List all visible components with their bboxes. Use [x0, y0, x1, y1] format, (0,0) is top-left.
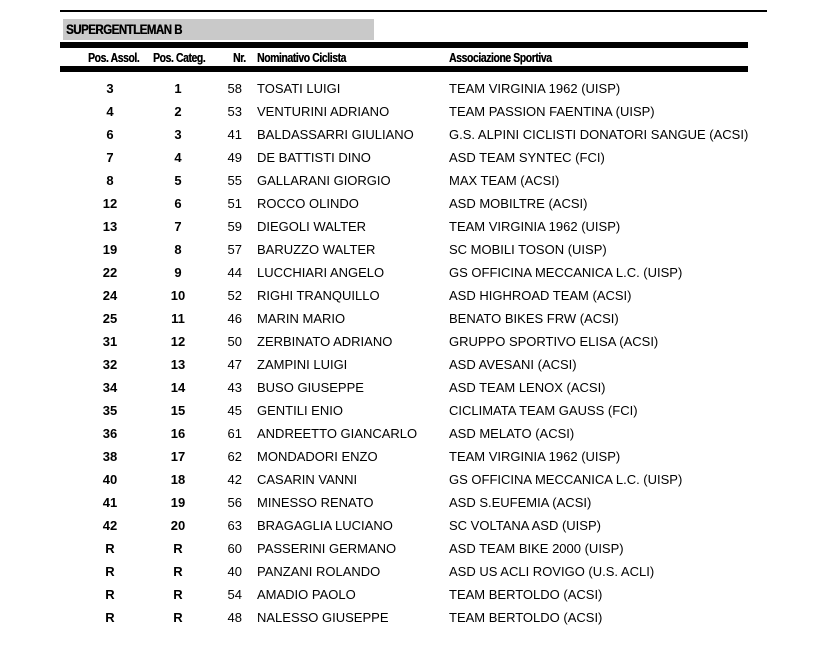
- club-cell: BENATO BIKES FRW (ACSI): [449, 311, 619, 326]
- results-table-header: [60, 50, 760, 66]
- pos-assoluta-cell: 3: [106, 81, 114, 96]
- number-cell: 56: [227, 495, 242, 510]
- club-cell: TEAM VIRGINIA 1962 (UISP): [449, 219, 621, 234]
- table-row: [0, 77, 826, 100]
- number-cell: 53: [227, 104, 242, 119]
- number-cell: 43: [227, 380, 242, 395]
- rider-name-cell: BARUZZO WALTER: [257, 242, 376, 257]
- results-table-body: [0, 77, 826, 629]
- pos-assoluta-cell: 34: [102, 380, 118, 395]
- rider-name-cell: ZERBINATO ADRIANO: [257, 334, 393, 349]
- rider-name-cell: MINESSO RENATO: [257, 495, 374, 510]
- pos-assoluta-cell: 38: [102, 449, 118, 464]
- pos-categoria-cell: 15: [170, 403, 186, 418]
- pos-categoria-cell: R: [173, 587, 183, 602]
- club-cell: ASD HIGHROAD TEAM (ACSI): [449, 288, 632, 303]
- pos-assoluta-cell: 19: [102, 242, 118, 257]
- number-cell: 60: [227, 541, 242, 556]
- pos-assoluta-cell: 36: [102, 426, 118, 441]
- pos-categoria-cell: 9: [174, 265, 182, 280]
- pos-categoria-cell: 3: [174, 127, 182, 142]
- category-title: SUPERGENTLEMAN B: [66, 21, 182, 37]
- pos-assoluta-cell: 25: [102, 311, 118, 326]
- club-cell: TEAM PASSION FAENTINA (UISP): [449, 104, 655, 119]
- rider-name-cell: MONDADORI ENZO: [257, 449, 378, 464]
- pos-assoluta-cell: 24: [102, 288, 118, 303]
- table-row: [0, 261, 826, 284]
- header-top-rule: [60, 42, 748, 48]
- header-rider-name: Nominativo Ciclista: [257, 50, 346, 65]
- pos-categoria-cell: 13: [170, 357, 186, 372]
- pos-assoluta-cell: R: [105, 610, 115, 625]
- pos-categoria-cell: 1: [174, 81, 182, 96]
- table-row: [0, 399, 826, 422]
- rider-name-cell: NALESSO GIUSEPPE: [257, 610, 389, 625]
- header-number: Nr.: [233, 50, 246, 65]
- pos-categoria-cell: 18: [170, 472, 186, 487]
- rider-name-cell: CASARIN VANNI: [257, 472, 358, 487]
- club-cell: GS OFFICINA MECCANICA L.C. (UISP): [449, 265, 683, 280]
- pos-categoria-cell: 10: [170, 288, 186, 303]
- pos-assoluta-cell: R: [105, 564, 115, 579]
- table-row: [0, 353, 826, 376]
- rider-name-cell: RIGHI TRANQUILLO: [257, 288, 380, 303]
- club-cell: TEAM BERTOLDO (ACSI): [449, 610, 603, 625]
- pos-categoria-cell: 14: [170, 380, 186, 395]
- club-cell: SC MOBILI TOSON (UISP): [449, 242, 607, 257]
- number-cell: 46: [227, 311, 242, 326]
- table-row: [0, 192, 826, 215]
- table-row: [0, 330, 826, 353]
- header-pos-categoria: Pos. Categ.: [153, 50, 206, 65]
- table-row: [0, 583, 826, 606]
- number-cell: 54: [227, 587, 242, 602]
- table-row: [0, 215, 826, 238]
- number-cell: 62: [227, 449, 242, 464]
- rider-name-cell: MARIN MARIO: [257, 311, 346, 326]
- number-cell: 63: [227, 518, 242, 533]
- pos-categoria-cell: 11: [171, 311, 185, 326]
- pos-assoluta-cell: 32: [102, 357, 118, 372]
- pos-assoluta-cell: 13: [102, 219, 118, 234]
- rider-name-cell: GALLARANI GIORGIO: [257, 173, 391, 188]
- number-cell: 48: [227, 610, 242, 625]
- pos-categoria-cell: 20: [170, 518, 186, 533]
- pos-assoluta-cell: 12: [102, 196, 118, 211]
- table-row: [0, 169, 826, 192]
- pos-assoluta-cell: R: [105, 587, 115, 602]
- rider-name-cell: ZAMPINI LUIGI: [257, 357, 348, 372]
- club-cell: ASD TEAM BIKE 2000 (UISP): [449, 541, 624, 556]
- number-cell: 42: [227, 472, 242, 487]
- pos-assoluta-cell: 7: [106, 150, 114, 165]
- club-cell: CICLIMATA TEAM GAUSS (FCI): [449, 403, 638, 418]
- number-cell: 47: [227, 357, 242, 372]
- pos-categoria-cell: 12: [170, 334, 186, 349]
- rider-name-cell: VENTURINI ADRIANO: [257, 104, 390, 119]
- table-row: [0, 146, 826, 169]
- club-cell: TEAM VIRGINIA 1962 (UISP): [449, 81, 621, 96]
- pos-categoria-cell: 7: [174, 219, 182, 234]
- table-row: [0, 238, 826, 261]
- pos-categoria-cell: 5: [174, 173, 182, 188]
- club-cell: ASD US ACLI ROVIGO (U.S. ACLI): [449, 564, 655, 579]
- club-cell: TEAM VIRGINIA 1962 (UISP): [449, 449, 621, 464]
- pos-categoria-cell: 16: [170, 426, 186, 441]
- number-cell: 45: [227, 403, 242, 418]
- club-cell: MAX TEAM (ACSI): [449, 173, 560, 188]
- number-cell: 49: [227, 150, 242, 165]
- pos-categoria-cell: R: [173, 564, 183, 579]
- pos-assoluta-cell: 22: [102, 265, 118, 280]
- number-cell: 61: [227, 426, 242, 441]
- pos-categoria-cell: R: [173, 541, 183, 556]
- number-cell: 55: [227, 173, 242, 188]
- rider-name-cell: PANZANI ROLANDO: [257, 564, 381, 579]
- club-cell: GRUPPO SPORTIVO ELISA (ACSI): [449, 334, 659, 349]
- rider-name-cell: TOSATI LUIGI: [257, 81, 341, 96]
- pos-categoria-cell: 4: [174, 150, 182, 165]
- club-cell: GS OFFICINA MECCANICA L.C. (UISP): [449, 472, 683, 487]
- rider-name-cell: AMADIO PAOLO: [257, 587, 356, 602]
- header-pos-assoluta: Pos. Assol.: [88, 50, 140, 65]
- rider-name-cell: ROCCO OLINDO: [257, 196, 359, 211]
- table-row: [0, 123, 826, 146]
- number-cell: 52: [227, 288, 242, 303]
- pos-categoria-cell: 6: [174, 196, 182, 211]
- number-cell: 50: [227, 334, 242, 349]
- pos-categoria-cell: 2: [174, 104, 182, 119]
- pos-categoria-cell: R: [173, 610, 183, 625]
- table-row: [0, 284, 826, 307]
- table-row: [0, 537, 826, 560]
- pos-categoria-cell: 8: [174, 242, 182, 257]
- club-cell: G.S. ALPINI CICLISTI DONATORI SANGUE (ACSI): [449, 127, 749, 142]
- number-cell: 59: [227, 219, 242, 234]
- table-row: [0, 100, 826, 123]
- rider-name-cell: PASSERINI GERMANO: [257, 541, 397, 556]
- top-divider: [60, 10, 767, 12]
- table-row: [0, 514, 826, 537]
- club-cell: ASD AVESANI (ACSI): [449, 357, 577, 372]
- pos-assoluta-cell: 41: [102, 495, 118, 510]
- rider-name-cell: BUSO GIUSEPPE: [257, 380, 364, 395]
- club-cell: ASD S.EUFEMIA (ACSI): [449, 495, 592, 510]
- club-cell: ASD MELATO (ACSI): [449, 426, 575, 441]
- pos-assoluta-cell: R: [105, 541, 115, 556]
- table-row: [0, 422, 826, 445]
- rider-name-cell: GENTILI ENIO: [257, 403, 343, 418]
- club-cell: ASD TEAM LENOX (ACSI): [449, 380, 606, 395]
- rider-name-cell: BRAGAGLIA LUCIANO: [257, 518, 393, 533]
- pos-categoria-cell: 17: [170, 449, 186, 464]
- rider-name-cell: ANDREETTO GIANCARLO: [257, 426, 418, 441]
- header-bottom-rule: [60, 66, 748, 72]
- rider-name-cell: BALDASSARRI GIULIANO: [257, 127, 414, 142]
- table-row: [0, 468, 826, 491]
- pos-assoluta-cell: 31: [102, 334, 118, 349]
- rider-name-cell: DIEGOLI WALTER: [257, 219, 367, 234]
- number-cell: 41: [227, 127, 242, 142]
- rider-name-cell: LUCCHIARI ANGELO: [257, 265, 385, 280]
- number-cell: 51: [227, 196, 242, 211]
- pos-categoria-cell: 19: [170, 495, 186, 510]
- pos-assoluta-cell: 42: [102, 518, 118, 533]
- number-cell: 57: [227, 242, 242, 257]
- header-club: Associazione Sportiva: [449, 50, 552, 65]
- pos-assoluta-cell: 40: [102, 472, 118, 487]
- rider-name-cell: DE BATTISTI DINO: [257, 150, 371, 165]
- table-row: [0, 376, 826, 399]
- club-cell: ASD TEAM SYNTEC (FCI): [449, 150, 605, 165]
- pos-assoluta-cell: 4: [106, 104, 114, 119]
- pos-assoluta-cell: 35: [102, 403, 118, 418]
- pos-assoluta-cell: 8: [106, 173, 114, 188]
- club-cell: TEAM BERTOLDO (ACSI): [449, 587, 603, 602]
- club-cell: SC VOLTANA ASD (UISP): [449, 518, 601, 533]
- number-cell: 44: [227, 265, 242, 280]
- table-row: [0, 491, 826, 514]
- number-cell: 58: [227, 81, 242, 96]
- pos-assoluta-cell: 6: [106, 127, 114, 142]
- category-banner: [63, 19, 374, 40]
- table-row: [0, 560, 826, 583]
- number-cell: 40: [227, 564, 242, 579]
- table-row: [0, 307, 826, 330]
- club-cell: ASD MOBILTRE (ACSI): [449, 196, 588, 211]
- table-row: [0, 606, 826, 629]
- table-row: [0, 445, 826, 468]
